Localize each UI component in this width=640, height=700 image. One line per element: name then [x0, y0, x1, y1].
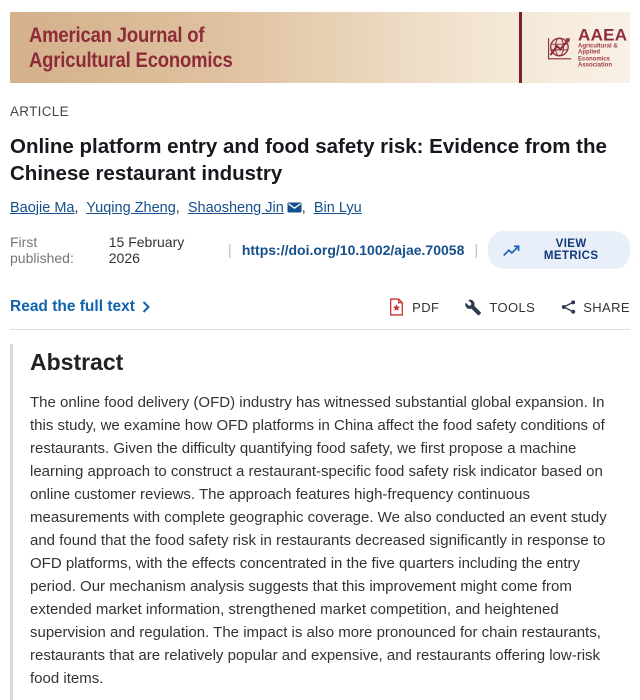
- meta-separator: |: [474, 241, 479, 259]
- aaea-acronym: AAEA: [578, 25, 628, 44]
- author-separator: ,: [74, 200, 79, 216]
- tools-label: TOOLS: [489, 299, 536, 315]
- author-separator: ,: [301, 200, 306, 216]
- author-list: [10, 200, 630, 216]
- article-tools: [388, 298, 630, 316]
- trending-up-icon: [503, 244, 520, 257]
- aaea-subtitle-line1: Agricultural & Applied: [578, 43, 618, 56]
- share-link[interactable]: [561, 299, 630, 315]
- wrench-icon: [465, 299, 482, 316]
- read-full-text-link[interactable]: [10, 298, 150, 316]
- tools-link[interactable]: [465, 299, 535, 316]
- aaea-subtitle-line2: Economics Association: [578, 56, 613, 69]
- journal-title-link[interactable]: [29, 23, 233, 73]
- abstract-body: The online food delivery (OFD) industry has witnessed substantial global expansion. In this study, we examine how OFD platforms in China affect the food safety conditions of restaurants. Given the difficulty quantifying food safety, we first propose a machine learning approach to construct a restaurant-specific food safety risk indicator based on online customer reviews. The approach features high-frequency continuous measurements with complete geographic coverage. We also conducted an event study and found that the food safety risk in restaurants decreased significantly in response to OFD platforms, with the effects concentrated in the five quarters including the entry period. Our mechanism analysis suggests that this improvement might come from extended market information, strengthened market competition, and heightened supervision and regulation. The impact is also more pronounced for chain restaurants, restaurants that are relatively popular and expensive, and restaurants offering low-risk food items.: [30, 394, 607, 687]
- share-icon: [561, 299, 576, 315]
- author-link-1[interactable]: Baojie Ma: [10, 200, 75, 216]
- actions-row: [10, 298, 630, 316]
- article-type-label: ARTICLE: [10, 104, 69, 119]
- view-metrics-button[interactable]: [488, 231, 630, 269]
- aaea-logo-text: [578, 26, 630, 69]
- journal-title-line2: Agricultural Economics: [29, 48, 233, 72]
- author-link-3[interactable]: Shaosheng Jin: [187, 200, 284, 216]
- email-envelope-icon[interactable]: [287, 202, 302, 213]
- pdf-label: PDF: [412, 299, 440, 315]
- abstract-heading: Abstract: [30, 349, 124, 375]
- pdf-link[interactable]: [388, 298, 439, 316]
- journal-banner: [10, 12, 630, 83]
- doi-link[interactable]: https://doi.org/10.1002/ajae.70058: [241, 242, 465, 258]
- author-link-4[interactable]: Bin Lyu: [313, 200, 362, 216]
- journal-title-line1: American Journal of: [29, 23, 205, 47]
- read-full-text-label: Read the full text: [10, 298, 135, 315]
- abstract-section: [10, 344, 630, 700]
- aaea-logo-link[interactable]: [542, 26, 630, 69]
- author-separator: ,: [175, 200, 180, 216]
- first-published-date: 15 February 2026: [108, 234, 185, 266]
- author-link-2[interactable]: Yuqing Zheng: [86, 200, 176, 216]
- aaea-globe-icon: [542, 32, 574, 64]
- publication-meta-row: [10, 231, 630, 269]
- section-divider: [10, 329, 630, 330]
- first-published-label: First published:: [10, 234, 74, 266]
- article-title: Online platform entry and food safety risk: Evidence from the Chinese restaurant industry: [10, 135, 607, 185]
- share-label: SHARE: [583, 299, 630, 315]
- chevron-right-icon: [142, 301, 150, 313]
- banner-divider: [519, 12, 522, 83]
- view-metrics-label: VIEW METRICS: [543, 238, 599, 262]
- meta-separator: |: [227, 241, 232, 259]
- pdf-file-icon: [388, 298, 405, 316]
